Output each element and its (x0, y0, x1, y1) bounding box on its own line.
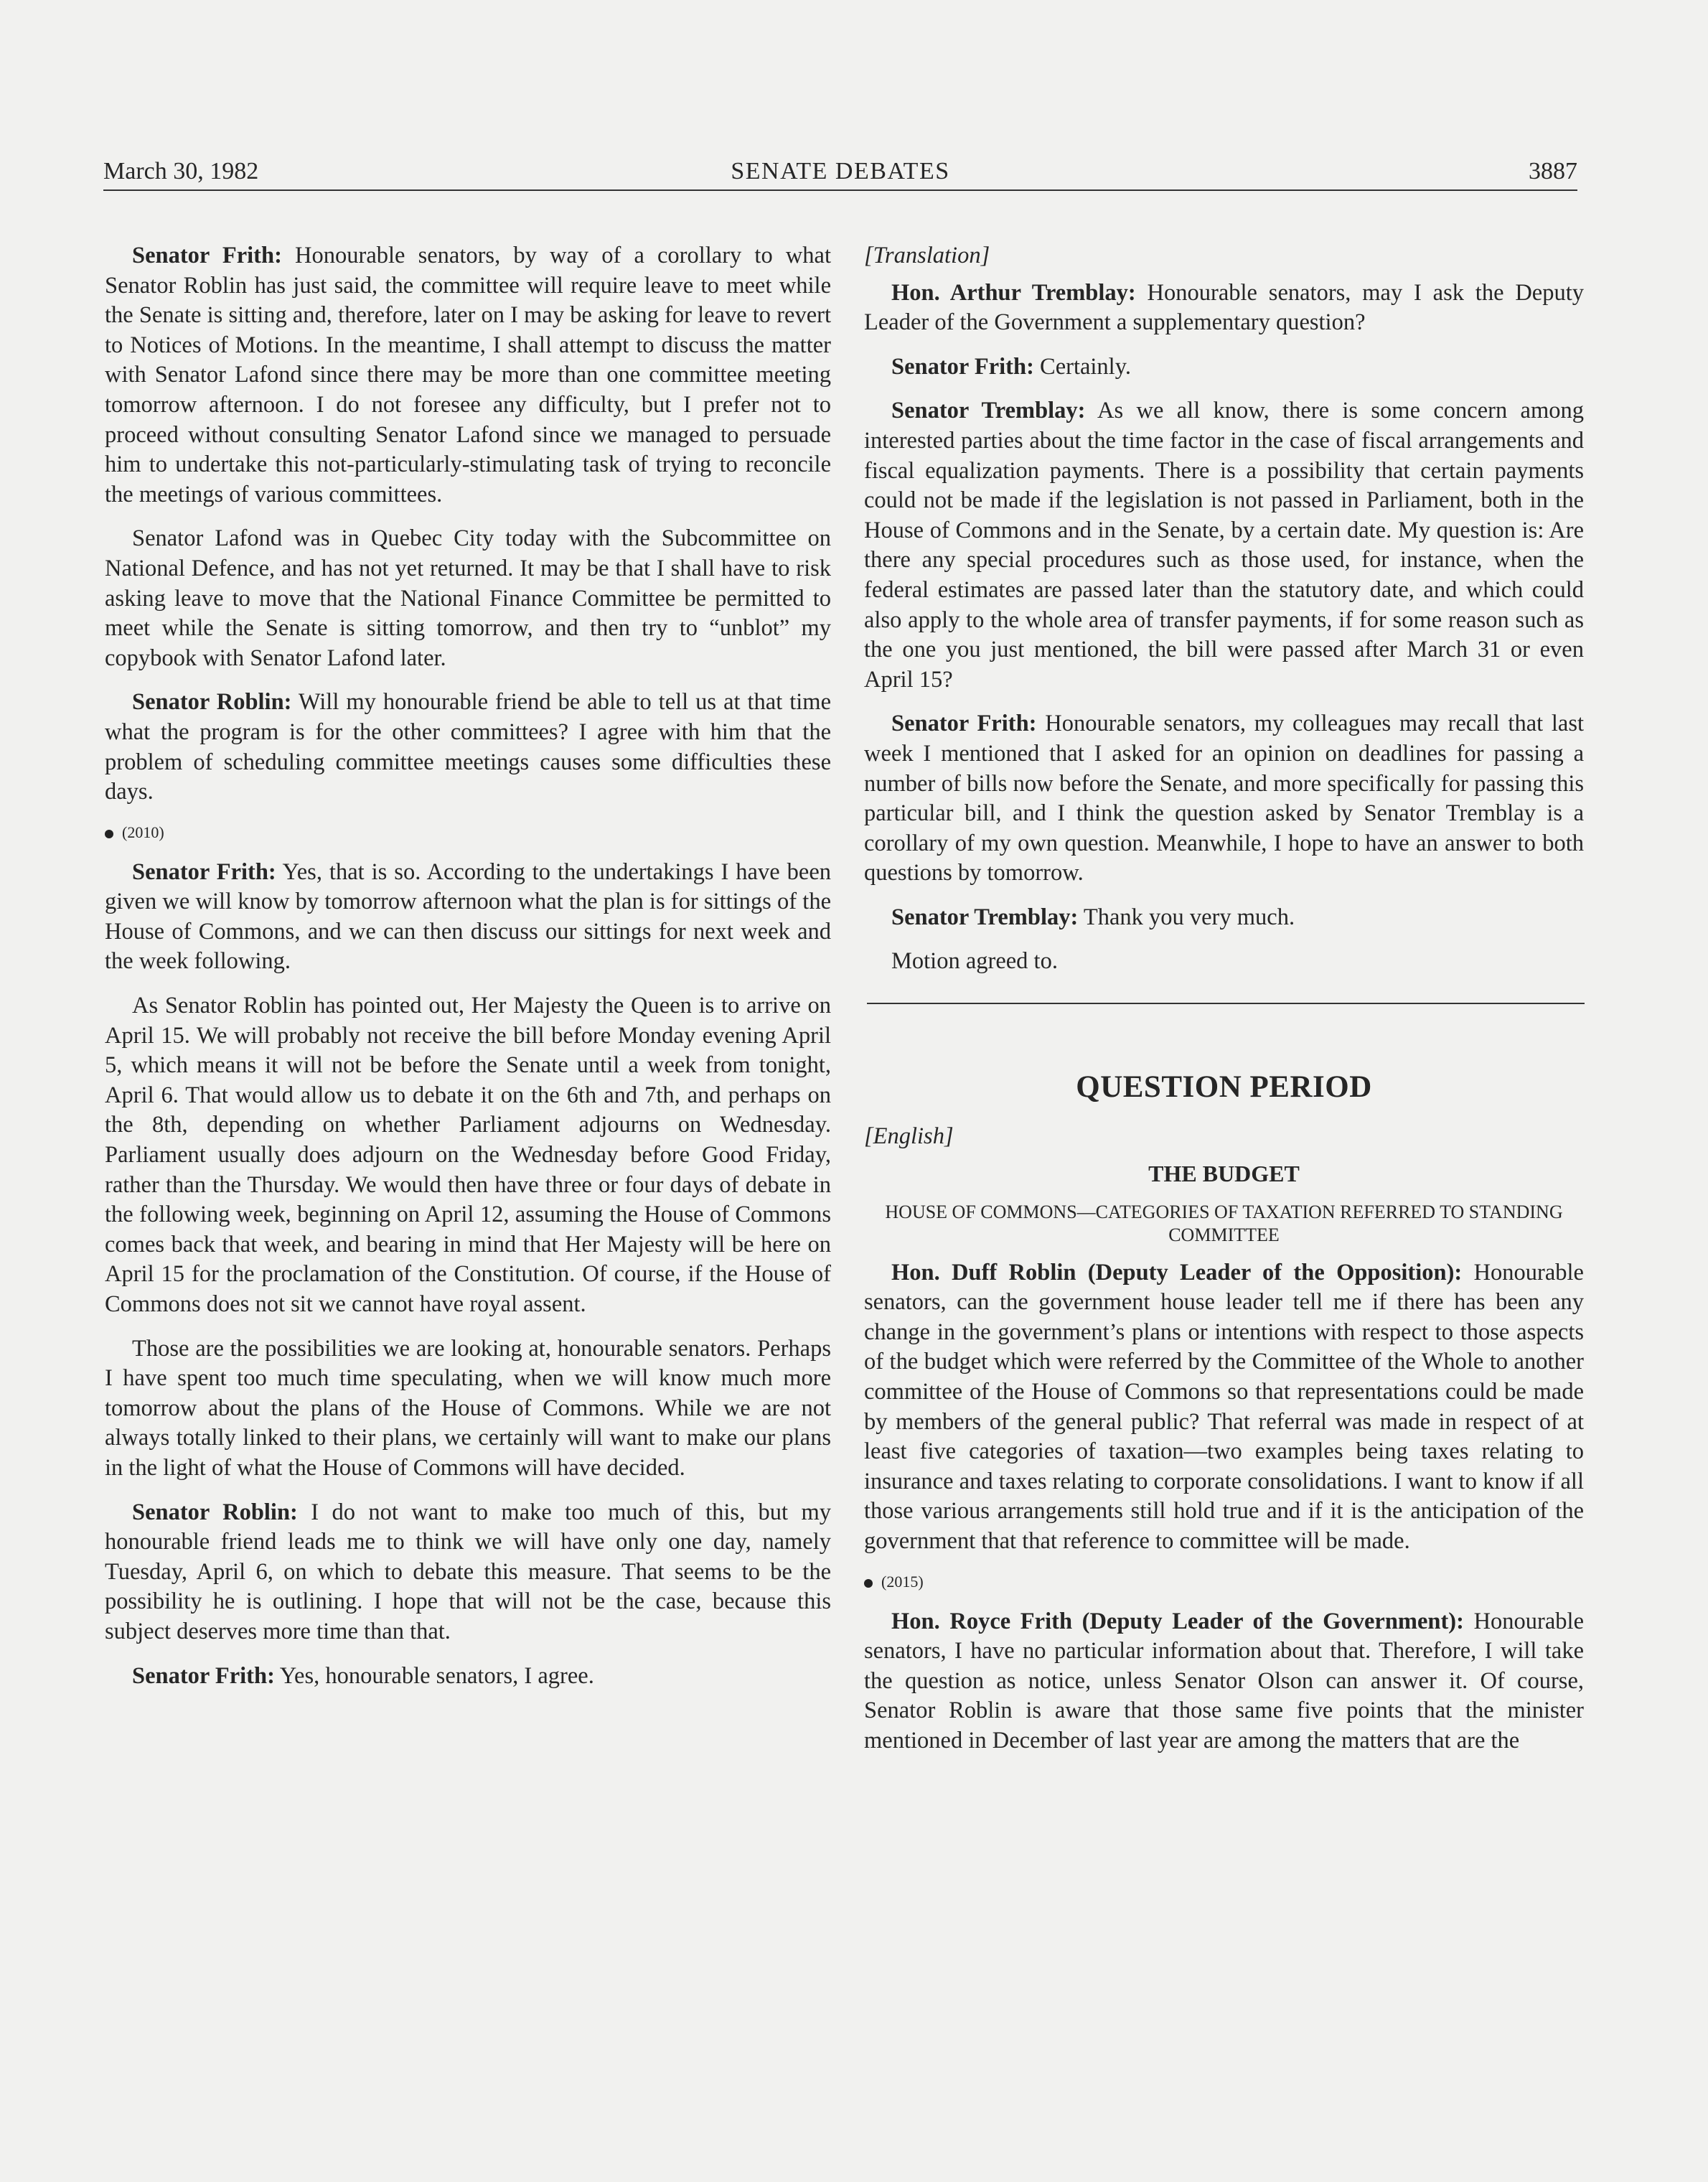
paragraph (864, 352, 1584, 383)
running-head (103, 154, 1577, 189)
paragraph: Senator Lafond was in Quebec City today with the Subcommittee on National Defence, and has not yet returned. It may be that I shall have to risk asking leave to move that the National Finance Committee be permitted to meet while the Senate is sitting tomorrow, and then try to “unblot” my copybook with Senator Lafond later. (105, 525, 831, 671)
speaker-name: Senator Frith: (132, 1662, 275, 1689)
header-page-number: 3887 (1529, 158, 1577, 184)
paragraph: As Senator Roblin has pointed out, Her Majesty the Queen is to arrive on April 15. We will probably not receive the bill before Monday evening April 5, which means it will not be before the Senate until a week from tonight, April 6. That would allow us to debate it on the 6th and 7th, and perhaps on the 8th, depending on whether Parliament adjourns on Wednesday. Parliament usually does adjourn on the Wednesday before Good Friday, rather than the Thursday. We would then have three or four days of debate in the following week, beginning on April 12, assuming the House of Commons comes back that week, and bearing in mind that Her Majesty will be here on April 15 for the proclamation of the Constitution. Of course, if the House of Commons does not sit we cannot have royal assent. (105, 993, 831, 1317)
paragraph (864, 396, 1584, 695)
speaker-name: Senator Tremblay: (891, 904, 1079, 930)
speech-text: Honourable senators, my colleagues may recall that last week I mentioned that I asked for an opinion on deadlines for passing a number of bills now before the Senate, and more specifically for passing this particular bill, and I think the question asked by Senator Tremblay is a corollary of my own question. Meanwhile, I hope to have an answer to both questions by tomorrow. (864, 711, 1585, 886)
speaker-name: Hon. Arthur Tremblay: (891, 279, 1136, 306)
time-marker-label: (2010) (122, 823, 164, 841)
right-column (864, 241, 1584, 1771)
section-divider (867, 1003, 1585, 1004)
speaker-name: Senator Roblin: (132, 689, 292, 716)
header-rule (103, 189, 1577, 191)
section-title: QUESTION PERIOD (1076, 1070, 1372, 1105)
speaker-name: Senator Frith: (132, 858, 276, 885)
speech-text: As we all know, there is some concern among interested parties about the time factor in the case of fiscal arrangements and fiscal equalization payments. There is a possibility that certain payments could not be made if the legislation is not passed in Parliament, both in the House of Commons and in the Senate, by a certain date. My question is: Are there any special procedures such as those used, for instance, when the federal estimates are passed later than the statutory date, and which could also apply to the whole area of transfer payments, if for some reason such as the one you just mentioned, the bill were passed after March 31 or even April 15? (864, 398, 1584, 693)
paragraph: Those are the possibilities we are looking at, honourable senators. Perhaps I have spent too much time speculating, when we will know much more tomorrow about the plans of the House of Commons. While we are not always totally linked to their plans, we certainly will want to make our plans in the light of what the House of Commons will have decided. (105, 1335, 831, 1481)
paragraph (864, 1258, 1584, 1557)
speech-text: I do not want to make too much of this, but my honourable friend leads me to think we will have only one day, namely Tuesday, April 6, on which to debate this measure. That seems to be the possibility he is outlining. I hope that will not be the case, because this subject deserves more time than that. (105, 1499, 831, 1644)
paragraph (105, 688, 831, 807)
speech-text: Thank you very much. (1078, 904, 1295, 930)
paragraph (105, 858, 831, 977)
bullet-dot-icon (105, 830, 113, 838)
speech-text: Certainly. (1033, 353, 1131, 380)
header-date: March 30, 1982 (103, 158, 259, 184)
language-note: [Translation] (864, 243, 990, 268)
speaker-name: Senator Frith: (891, 353, 1034, 380)
speech-text: Will my honourable friend be able to tell us at that time what the program is for the other committees? I agree with him that the problem of scheduling committee meetings causes some difficulties these days. (105, 689, 831, 805)
paragraph (105, 241, 831, 510)
subsection-subtitle: HOUSE OF COMMONS—CATEGORIES OF TAXATION REFERRED TO STANDING COMMITTEE (885, 1201, 1563, 1245)
speech-text: Honourable senators, may I ask the Deputy Leader of the Government a supplementary question? (864, 279, 1584, 336)
language-note: [English] (864, 1123, 954, 1150)
time-marker (864, 1571, 1584, 1593)
time-marker (105, 822, 831, 843)
bullet-dot-icon (864, 1579, 873, 1588)
speech-text: Honourable senators, by way of a corollary to what Senator Roblin has just said, the committee will require leave to meet while the Senate is sitting and, therefore, later on I may be asking for leave to revert to Notices of Motions. In the meantime, I shall attempt to discuss the matter with Senator Lafond since there may be more than one committee meeting tomorrow afternoon. I do not foresee any difficulty, but I prefer not to proceed without consulting Senator Lafond since we managed to persuade him to undertake this not-particularly-stimulating task of trying to reconcile the meetings of various committees. (105, 243, 832, 507)
paragraph: Motion agreed to. (891, 948, 1058, 975)
speech-text: Honourable senators, I have no particular information about that. Therefore, I will take the question as notice, unless Senator Olson can answer it. Of course, Senator Roblin is aware that those same five points that the minister mentioned in December of last year are among the matters that are the (864, 1608, 1584, 1753)
speaker-name: Senator Frith: (132, 243, 282, 268)
paragraph (864, 903, 1584, 933)
speaker-name: Senator Roblin: (132, 1499, 298, 1525)
paragraph (105, 1498, 831, 1647)
speech-text: Yes, honourable senators, I agree. (274, 1662, 594, 1689)
paragraph (864, 278, 1584, 338)
subsection-title: THE BUDGET (1148, 1160, 1300, 1186)
speech-text: Honourable senators, can the government house leader tell me if there has been any change in the government’s plans or intentions with respect to those aspects of the budget which were referred by the Committee of the Whole to another committee of the House of Commons so that representations could be made by members of the general public? That referral was made in respect of at least five categories of taxation—two examples being taxes relating to insurance and taxes relating to corporate consolidations. I want to know if all those various arrangements still hold true and if it is the anticipation of the government that that reference to committee will be made. (864, 1259, 1584, 1554)
header-title: SENATE DEBATES (731, 158, 950, 184)
speaker-name: Hon. Royce Frith (Deputy Leader of the Government): (891, 1608, 1464, 1634)
time-marker-label: (2015) (881, 1572, 924, 1591)
left-column (105, 241, 831, 1705)
speaker-name: Senator Frith: (891, 711, 1037, 737)
speaker-name: Hon. Duff Roblin (Deputy Leader of the Opposition): (891, 1259, 1463, 1286)
paragraph (105, 1662, 831, 1692)
speaker-name: Senator Tremblay: (891, 398, 1086, 424)
paragraph (864, 709, 1584, 889)
paragraph (864, 1607, 1584, 1756)
speech-text: Yes, that is so. According to the undertakings I have been given we will know by tomorrow afternoon what the plan is for sittings of the House of Commons, and we can then discuss our sittings for next week and the week following. (105, 858, 831, 975)
